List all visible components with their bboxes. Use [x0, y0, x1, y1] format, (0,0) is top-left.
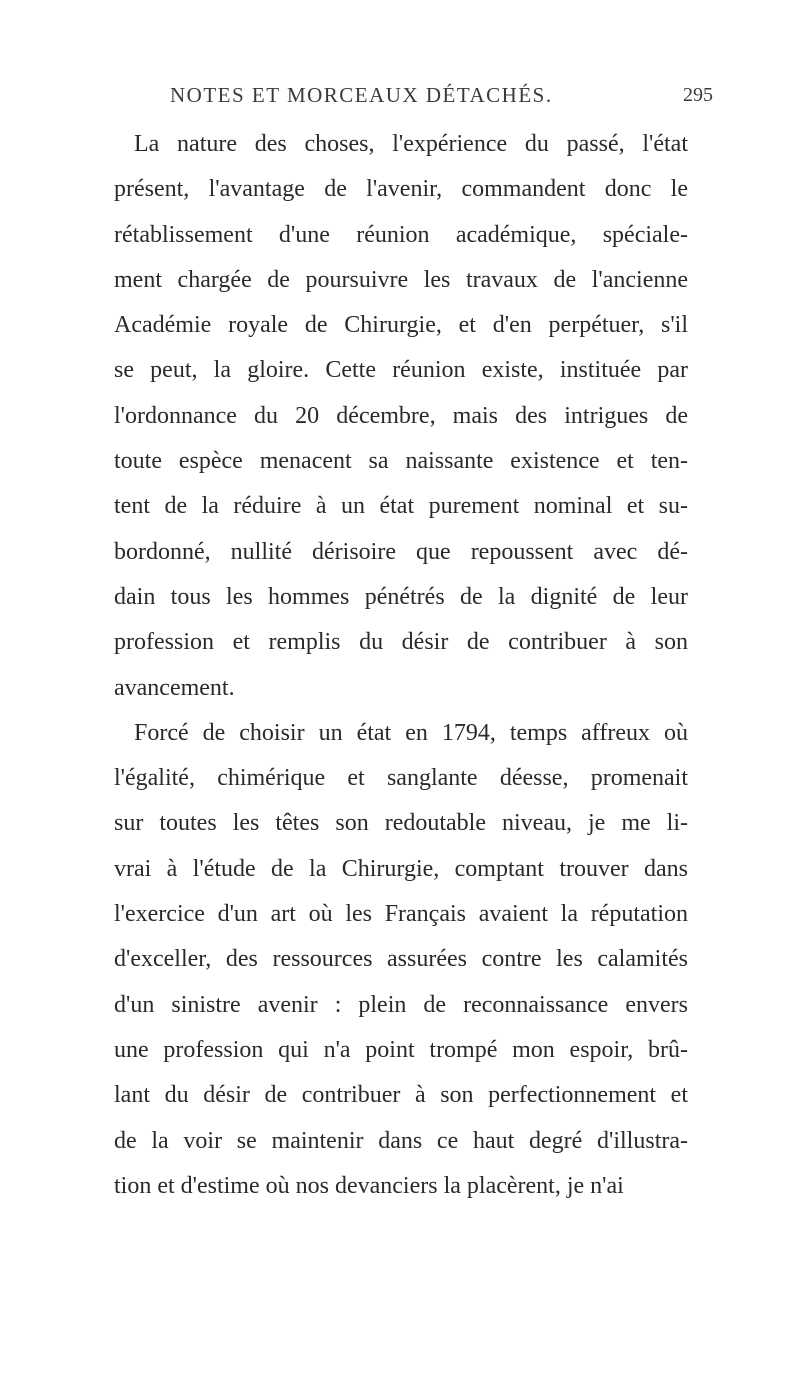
text-line: d'exceller, des ressources assurées contre les calamités	[114, 946, 688, 973]
text-line: La nature des choses, l'expérience du passé, l'état	[134, 131, 688, 157]
text-line: de la voir se maintenir dans ce haut degré d'illustra-	[114, 1127, 688, 1154]
text-line: profession et remplis du désir de contribuer à son	[114, 629, 688, 656]
text-line: d'un sinistre avenir : plein de reconnaissance envers	[114, 991, 688, 1018]
text-line: tion et d'estime où nos devanciers la placèrent, je n'ai	[114, 1172, 624, 1199]
text-line: tent de la réduire à un état purement nominal et su-	[114, 493, 688, 520]
text-line: se peut, la gloire. Cette réunion existe, instituée par	[114, 357, 688, 384]
text-line: ment chargée de poursuivre les travaux de l'ancienne	[114, 266, 688, 293]
text-line: rétablissement d'une réunion académique, spéciale-	[114, 221, 688, 248]
text-line: présent, l'avantage de l'avenir, commandent donc le	[114, 176, 688, 203]
text-line: l'ordonnance du 20 décembre, mais des intrigues de	[114, 402, 688, 429]
text-line: une profession qui n'a point trompé mon espoir, brû-	[114, 1036, 688, 1063]
text-line: l'exercice d'un art où les Français avaient la réputation	[114, 901, 688, 928]
text-line: Forcé de choisir un état en 1794, temps affreux où	[134, 719, 688, 746]
text-line: vrai à l'étude de la Chirurgie, comptant trouver dans	[114, 855, 688, 882]
running-head: NOTES ET MORCEAUX DÉTACHÉS.	[170, 83, 553, 107]
text-line: sur toutes les têtes son redoutable niveau, je me li-	[114, 810, 688, 837]
text-line: Académie royale de Chirurgie, et d'en perpétuer, s'il	[114, 312, 688, 339]
text-line: bordonné, nullité dérisoire que repoussent avec dé-	[114, 538, 688, 565]
page-number: 295	[683, 84, 713, 106]
text-line: dain tous les hommes pénétrés de la dignité de leur	[114, 583, 688, 610]
text-line: avancement.	[114, 674, 235, 701]
text-line: lant du désir de contribuer à son perfectionnement et	[114, 1082, 688, 1109]
body-text	[114, 122, 688, 1209]
text-line: toute espèce menacent sa naissante existence et ten-	[114, 448, 688, 475]
text-line: l'égalité, chimérique et sanglante déesse, promenait	[114, 765, 688, 792]
